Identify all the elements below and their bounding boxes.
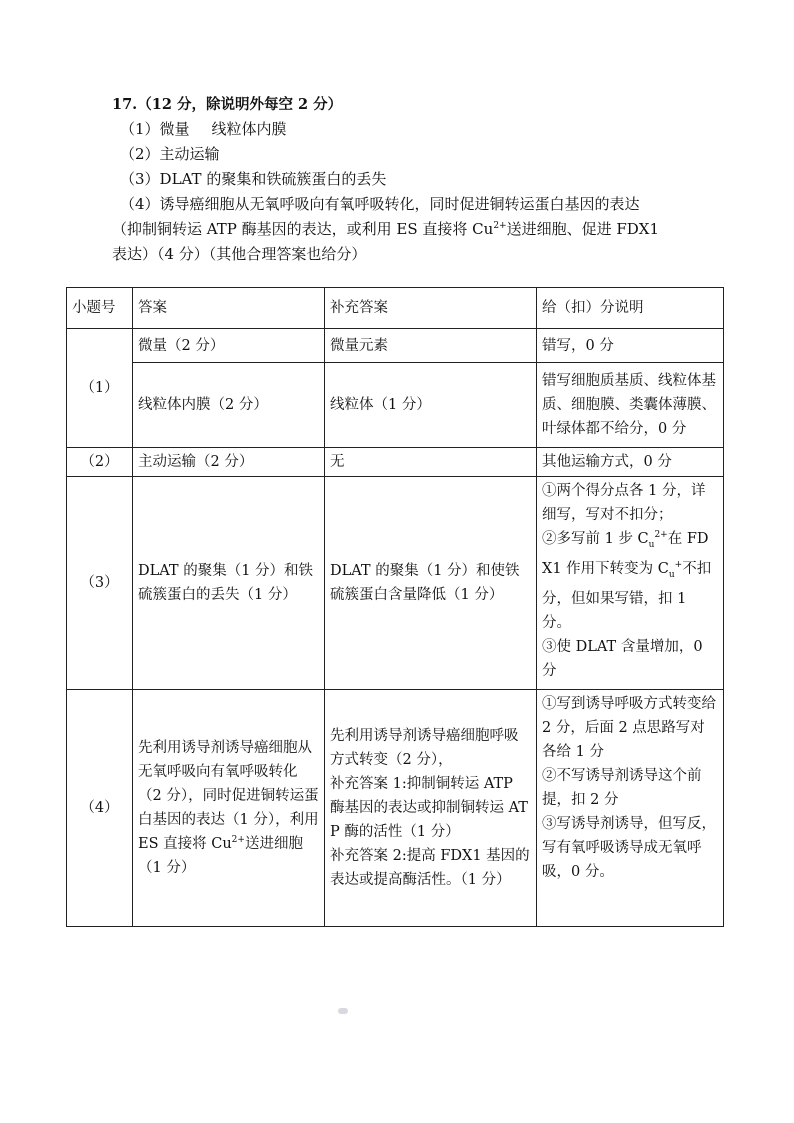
note-item: ③使 DLAT 含量增加，0 分 (542, 638, 703, 679)
table-header-row (67, 288, 724, 329)
subscript: u (648, 539, 655, 550)
answer-text: 送进细胞（1 分） (138, 836, 303, 876)
row-number: （2） (67, 448, 133, 477)
answer-cell: 微量（2 分） (133, 329, 325, 363)
header-supplement: 补充答案 (325, 288, 537, 329)
note-item: ②不写诱导剂诱导这个前提，扣 2 分 (542, 768, 702, 808)
supplement-cell: 无 (325, 448, 537, 477)
supplement-item: 补充答案 1:抑制铜转运 ATP 酶基因的表达或抑制铜转运 ATP 酶的活性（1 分） (330, 776, 528, 840)
note-text: 不扣分，但如果写错，扣 1 分。 (542, 560, 712, 631)
answer-4-line-2-b: 送进细胞、促进 FDX1 (506, 220, 660, 238)
superscript: 2+ (654, 530, 668, 541)
supplement-cell: 微量元素 (325, 329, 537, 363)
supplement-item: 先利用诱导剂诱导癌细胞呼吸方式转变（2 分）， (330, 728, 519, 768)
note-cell: 错写细胞质基质、线粒体基质、细胞膜、类囊体薄膜、叶绿体都不给分，0 分 (537, 363, 724, 448)
header-scoring-note: 给（扣）分说明 (537, 288, 724, 329)
answer-4-line-1: （4）诱导癌细胞从无氧呼吸向有氧呼吸转化，同时促进铜转运蛋白基因的表达 (120, 195, 640, 213)
supplement-cell: DLAT 的聚集（1 分）和使铁硫簇蛋白含量降低（1 分） (325, 477, 537, 690)
header-number: 小题号 (67, 288, 133, 329)
answer-cell: DLAT 的聚集（1 分）和铁硫簇蛋白的丢失（1 分） (133, 477, 325, 690)
answer-3: （3）DLAT 的聚集和铁硫簇蛋白的丢失 (120, 170, 387, 188)
row-number: （3） (67, 477, 133, 690)
question-title: 17.（12 分，除说明外每空 2 分） (112, 96, 343, 113)
answer-1-part-a: （1）微量 (120, 120, 190, 138)
answer-4-line-2-a: （抑制铜转运 ATP 酶基因的表达，或利用 ES 直接将 Cu (112, 220, 494, 238)
answer-4-line-2 (112, 217, 732, 242)
table-row (67, 363, 724, 448)
superscript: 2+ (493, 221, 507, 231)
answer-4-line-3: 表达）（4 分）（其他合理答案也给分） (112, 245, 367, 263)
answer-1-part-b: 线粒体内膜 (211, 120, 287, 138)
answer-2: （2）主动运输 (120, 145, 220, 163)
answer-cell: 线粒体内膜（2 分） (133, 363, 325, 448)
note-item (542, 527, 718, 635)
table-row (67, 477, 724, 690)
note-item: ③写诱导剂诱导，但写反，写有氧呼吸诱导成无氧呼吸，0 分。 (542, 816, 716, 880)
row-number: （1） (67, 329, 133, 448)
supplement-cell (325, 690, 537, 927)
answer-1 (112, 117, 732, 142)
note-text: ②多写前 1 步 C (542, 531, 649, 547)
note-cell: 其他运输方式，0 分 (537, 448, 724, 477)
subscript: u (668, 569, 675, 580)
note-item: ①写到诱导呼吸方式转变给 2 分，后面 2 点思路写对各给 1 分 (542, 696, 716, 760)
answer-cell: 主动运输（2 分） (133, 448, 325, 477)
supplement-item: 补充答案 2:提高 FDX1 基因的表达或提高酶活性。（1 分） (330, 848, 530, 888)
question-answer-block (112, 92, 732, 267)
row-number: （4） (67, 690, 133, 927)
supplement-cell: 线粒体（1 分） (325, 363, 537, 448)
grading-table (66, 287, 724, 927)
note-cell (537, 477, 724, 690)
superscript: 2+ (231, 835, 245, 846)
superscript: + (674, 560, 683, 571)
header-answer: 答案 (133, 288, 325, 329)
note-cell (537, 690, 724, 927)
table-row (67, 448, 724, 477)
scan-smudge (338, 1008, 348, 1014)
note-text: 在 FDX1 作用下转变为 C (542, 531, 709, 577)
note-item: ①两个得分点各 1 分，详细写，写对不扣分； (542, 483, 706, 523)
answer-cell (133, 690, 325, 927)
table-row (67, 690, 724, 927)
answer-text: 先利用诱导剂诱导癌细胞从无氧呼吸向有氧呼吸转化（2 分），同时促进铜转运蛋白基因的表达（1 分），利用 ES 直接将 Cu (138, 740, 319, 852)
table-row (67, 329, 724, 363)
note-cell: 错写，0 分 (537, 329, 724, 363)
